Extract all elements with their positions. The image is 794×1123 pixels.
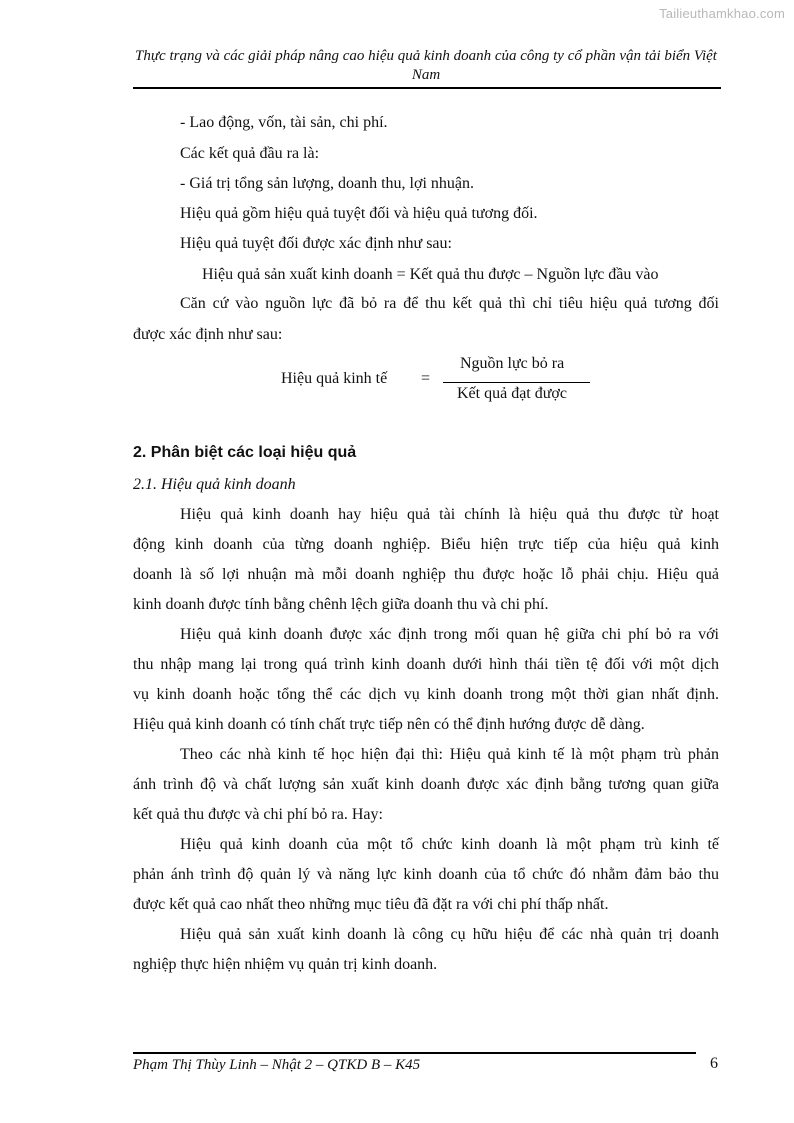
fraction-bar [443,382,590,383]
paragraph-line: Theo các nhà kinh tế học hiện đại thì: Hiệu quả kinh tế là một phạm trù phản [180,746,719,763]
paragraph-line: được kết quả cao nhất theo những mục tiêu đã đặt ra với chi phí thấp nhất. [133,896,609,913]
paragraph-line: phản ánh trình độ quản lý và năng lực kinh doanh của tổ chức đó nhằm đảm bảo thu [133,866,719,883]
body-line: Hiệu quả gồm hiệu quả tuyệt đối và hiệu quả tương đối. [180,205,538,222]
formula-equals: = [421,370,431,387]
paragraph-line: vụ kinh doanh hoặc tổng thể các dịch vụ kinh doanh trong một thời gian nhất định. [133,686,719,703]
body-line: Hiệu quả tuyệt đối được xác định như sau: [180,235,452,252]
paragraph-line: Hiệu quả kinh doanh của một tổ chức kinh doanh là một phạm trù kinh tế [180,836,719,853]
paragraph-line: nghiệp thực hiện nhiệm vụ quản trị kinh doanh. [133,956,438,973]
subsection-heading: 2.1. Hiệu quả kinh doanh [133,476,296,493]
body-line: Các kết quả đầu ra là: [180,145,320,162]
footer-author: Phạm Thị Thùy Linh – Nhật 2 – QTKD B – K45 [133,1057,421,1073]
paragraph-line: Hiệu quả kinh doanh được xác định trong mối quan hệ giữa chi phí bỏ ra với [180,626,719,643]
body-line: được xác định như sau: [133,326,283,343]
paragraph-line: Hiệu quả kinh doanh có tính chất trực tiếp nên có thể định hướng được dễ dàng. [133,716,645,733]
paragraph-line: kinh doanh được tính bằng chênh lệch giữa doanh thu và chi phí. [133,596,549,613]
formula-absolute: Hiệu quả sản xuất kinh doanh = Kết quả thu được – Nguồn lực đầu vào [202,266,659,283]
paragraph-line: doanh là số lợi nhuận mà mỗi doanh nghiệp thu được hoặc lỗ phải chịu. Hiệu quả [133,566,719,583]
section-heading: 2. Phân biệt các loại hiệu quả [133,444,357,461]
paragraph-line: động kinh doanh của từng doanh nghiệp. Biểu hiện trực tiếp của hiệu quả kinh [133,536,719,553]
body-line: Căn cứ vào nguồn lực đã bỏ ra để thu kết quả thì chỉ tiêu hiệu quả tương đối [180,295,719,312]
formula-lhs: Hiệu quả kinh tế [281,370,388,387]
footer-divider [133,1052,696,1054]
paragraph-line: Hiệu quả sản xuất kinh doanh là công cụ hữu hiệu để các nhà quản trị doanh [180,926,719,943]
paragraph-line: ánh trình độ và chất lượng sản xuất kinh doanh được xác định bằng tương quan giữa [133,776,719,793]
page-header: Thực trạng và các giải pháp nâng cao hiệu quả kinh doanh của công ty cổ phần vận tải biển Việt Nam [135,48,717,83]
paragraph-line: kết quả thu được và chi phí bỏ ra. Hay: [133,806,383,823]
formula-denominator: Kết quả đạt được [457,385,567,402]
paragraph-line: Hiệu quả kinh doanh hay hiệu quả tài chính là hiệu quả thu được từ hoạt [180,506,719,523]
formula-numerator: Nguồn lực bỏ ra [460,355,565,372]
page-number: 6 [710,1055,718,1072]
body-line: - Lao động, vốn, tài sản, chi phí. [180,114,388,131]
paragraph-line: thu nhập mang lại trong quá trình kinh doanh dưới hình thái tiền tệ đối với một dịch [133,656,719,673]
watermark: Tailieuthamkhao.com [659,6,785,21]
header-divider [133,87,721,89]
body-line: - Giá trị tổng sản lượng, doanh thu, lợi nhuận. [180,175,474,192]
